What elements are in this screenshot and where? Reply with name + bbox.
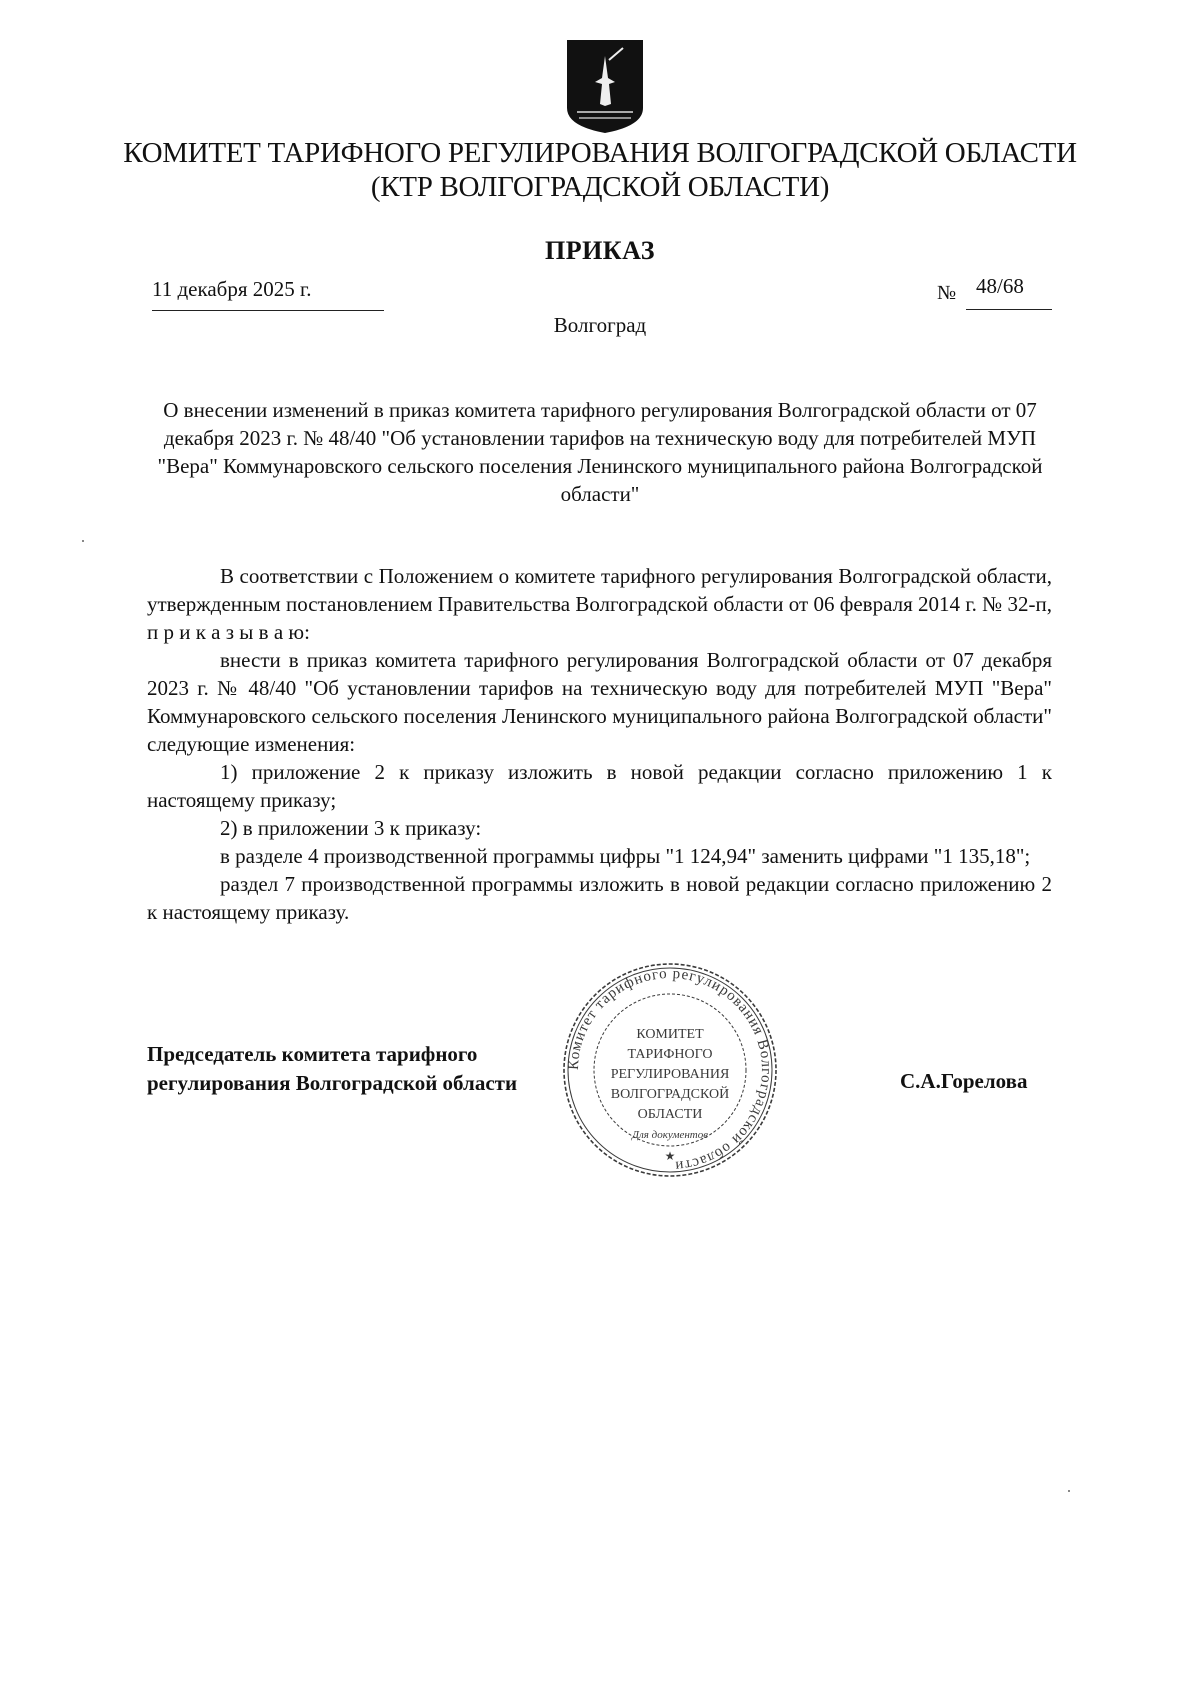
organization-abbreviation: (КТР ВОЛГОГРАДСКОЙ ОБЛАСТИ) [370, 171, 830, 203]
document-type-heading: ПРИКАЗ [544, 236, 656, 265]
signer-position-line: Председатель комитета тарифного [147, 1042, 478, 1066]
body-paragraph: 2) в приложении 3 к приказу: [220, 816, 482, 840]
official-stamp [560, 960, 780, 1180]
stamp-inner-line: ТАРИФНОГО [627, 1047, 713, 1062]
order-subject: О внесении изменений в приказ комитета тарифного регулирования Волгоградской области от 07 декабря 2023 г. № 48/40 "Об установлении тарифов на техническую воду для потребителей МУП "Вера" Коммунаровского сельского поселения Ленинского муниципального района Волгоградской области" [157, 398, 1043, 506]
signer-position-line: регулирования Волгоградской области [147, 1071, 518, 1095]
order-number: 48/68 [976, 274, 1024, 298]
body-paragraph: в разделе 4 производственной программы цифры "1 124,94" заменить цифрами "1 135,18"; [220, 844, 1031, 868]
stamp-inner-line: ВОЛГОГРАДСКОЙ [610, 1087, 730, 1102]
number-underline [966, 309, 1052, 310]
order-city: Волгоград [553, 313, 647, 337]
stamp-inner-line: КОМИТЕТ [636, 1027, 704, 1042]
body-paragraph: внести в приказ комитета тарифного регулирования Волгоградской области от 07 декабря 2023 г. № 48/40 "Об установлении тарифов на техническую воду для потребителей МУП "Вера" Коммунаровского сельского поселения Ленинского муниципального района Волгоградской области" следующие изменения: [147, 648, 1052, 756]
organization-title [100, 136, 1100, 204]
stamp-star-icon: ★ [664, 1149, 676, 1163]
date-underline [152, 310, 384, 311]
signer-position [147, 1040, 517, 1098]
body-paragraph: раздел 7 производственной программы изложить в новой редакции согласно приложению 2 к настоящему приказу. [147, 872, 1052, 924]
stamp-inner-line: ОБЛАСТИ [637, 1107, 703, 1122]
coat-of-arms-icon [565, 38, 645, 135]
organization-name: КОМИТЕТ ТАРИФНОГО РЕГУЛИРОВАНИЯ ВОЛГОГРАДСКОЙ ОБЛАСТИ [123, 137, 1077, 169]
stamp-bottom-text: Для документов [631, 1129, 709, 1141]
scan-artifact [1068, 1490, 1070, 1492]
signer-name: С.А.Горелова [900, 1069, 1028, 1093]
stamp-outer-text: Комитет тарифного регулирования Волгоградской области [565, 965, 775, 1174]
order-body [147, 562, 1052, 926]
order-date: 11 декабря 2025 г. [152, 277, 312, 301]
body-paragraph: 1) приложение 2 к приказу изложить в новой редакции согласно приложению 1 к настоящему приказу; [147, 760, 1052, 812]
scan-artifact [82, 540, 84, 542]
body-paragraph: В соответствии с Положением о комитете тарифного регулирования Волгоградской области, утвержденным постановлением Правительства Волгоградской области от 06 февраля 2014 г. № 32-п, п р и к а з ы в а ю: [147, 564, 1052, 644]
number-sign: № [937, 282, 957, 304]
stamp-inner-line: РЕГУЛИРОВАНИЯ [610, 1067, 730, 1082]
